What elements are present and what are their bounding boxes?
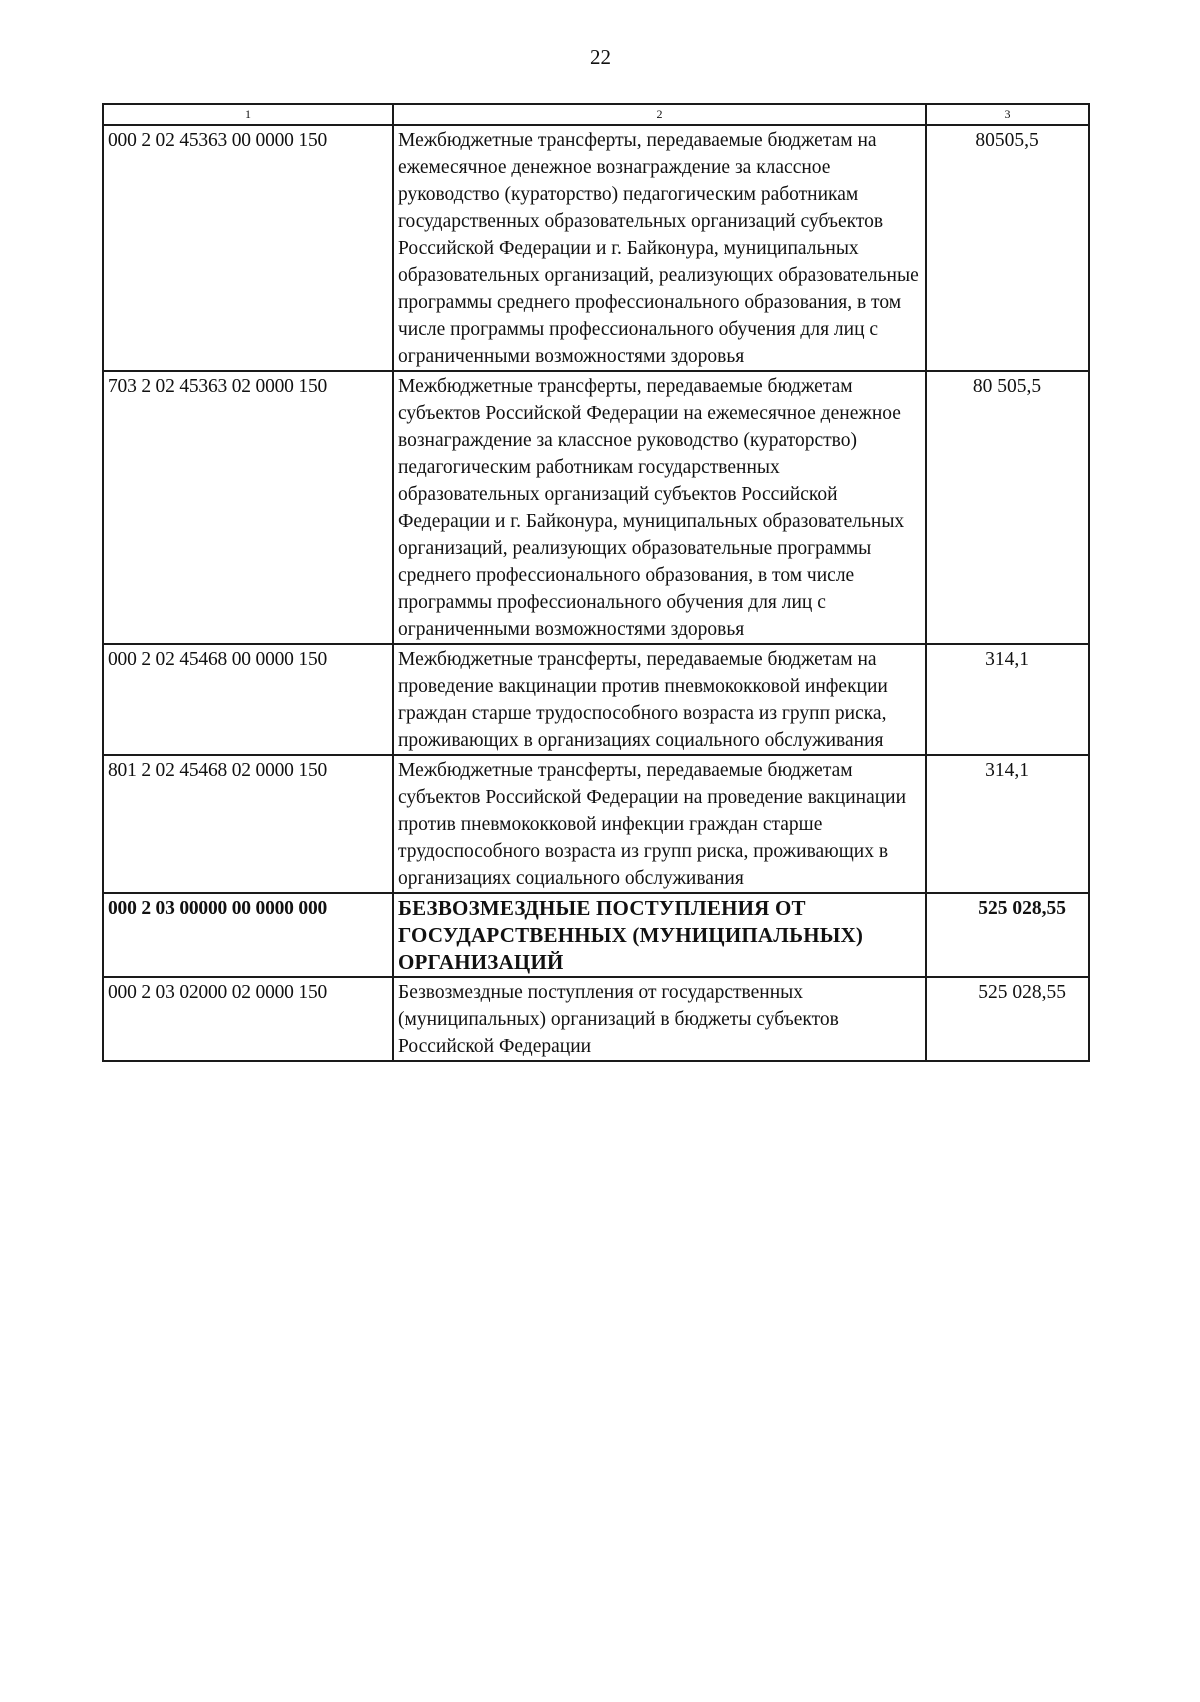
description-cell: Межбюджетные трансферты, передаваемые бюджетам субъектов Российской Федерации на ежемесячное денежное вознаграждение за классное руководство (кураторство) педагогическим работникам государственных образовательных организаций субъектов Российской Федерации и г. Байконура, муниципальных образовательных организаций, реализующих образовательные программы среднего профессионального образования, в том числе программы профессионального обучения для лиц с ограниченными возможностями здоровья <box>393 371 926 644</box>
budget-code-cell: 000 2 03 02000 02 0000 150 <box>103 977 393 1061</box>
description-cell: БЕЗВОЗМЕЗДНЫЕ ПОСТУПЛЕНИЯ ОТ ГОСУДАРСТВЕННЫХ (МУНИЦИПАЛЬНЫХ) ОРГАНИЗАЦИЙ <box>393 893 926 977</box>
budget-code-cell: 000 2 02 45468 00 0000 150 <box>103 644 393 755</box>
table-row <box>103 125 1089 371</box>
amount-cell: 525 028,55 <box>926 977 1089 1061</box>
table-row <box>103 977 1089 1061</box>
column-header-3: 3 <box>926 104 1089 125</box>
description-cell: Безвозмездные поступления от государственных (муниципальных) организаций в бюджеты субъектов Российской Федерации <box>393 977 926 1061</box>
amount-cell: 80505,5 <box>926 125 1089 371</box>
description-cell: Межбюджетные трансферты, передаваемые бюджетам на проведение вакцинации против пневмококковой инфекции граждан старше трудоспособного возраста из групп риска, проживающих в организациях социального обслуживания <box>393 644 926 755</box>
description-cell: Межбюджетные трансферты, передаваемые бюджетам на ежемесячное денежное вознаграждение за классное руководство (кураторство) педагогическим работникам государственных образовательных организаций субъектов Российской Федерации и г. Байконура, муниципальных образовательных организаций, реализующих образовательные программы среднего профессионального образования, в том числе программы профессионального обучения для лиц с ограниченными возможностями здоровья <box>393 125 926 371</box>
table-body <box>103 125 1089 1061</box>
budget-code-cell: 703 2 02 45363 02 0000 150 <box>103 371 393 644</box>
table-row <box>103 755 1089 893</box>
table-row-section-total <box>103 893 1089 977</box>
amount-cell: 314,1 <box>926 644 1089 755</box>
page-number: 22 <box>590 45 611 69</box>
table-header <box>103 104 1089 125</box>
amount-cell: 525 028,55 <box>926 893 1089 977</box>
budget-table <box>102 103 1090 1062</box>
description-cell: Межбюджетные трансферты, передаваемые бюджетам субъектов Российской Федерации на проведение вакцинации против пневмококковой инфекции граждан старше трудоспособного возраста из групп риска, проживающих в организациях социального обслуживания <box>393 755 926 893</box>
header-row <box>103 104 1089 125</box>
column-header-1: 1 <box>103 104 393 125</box>
column-header-2: 2 <box>393 104 926 125</box>
budget-code-cell: 000 2 02 45363 00 0000 150 <box>103 125 393 371</box>
amount-cell: 80 505,5 <box>926 371 1089 644</box>
budget-code-cell: 801 2 02 45468 02 0000 150 <box>103 755 393 893</box>
amount-cell: 314,1 <box>926 755 1089 893</box>
budget-code-cell: 000 2 03 00000 00 0000 000 <box>103 893 393 977</box>
table-row <box>103 644 1089 755</box>
table-row <box>103 371 1089 644</box>
